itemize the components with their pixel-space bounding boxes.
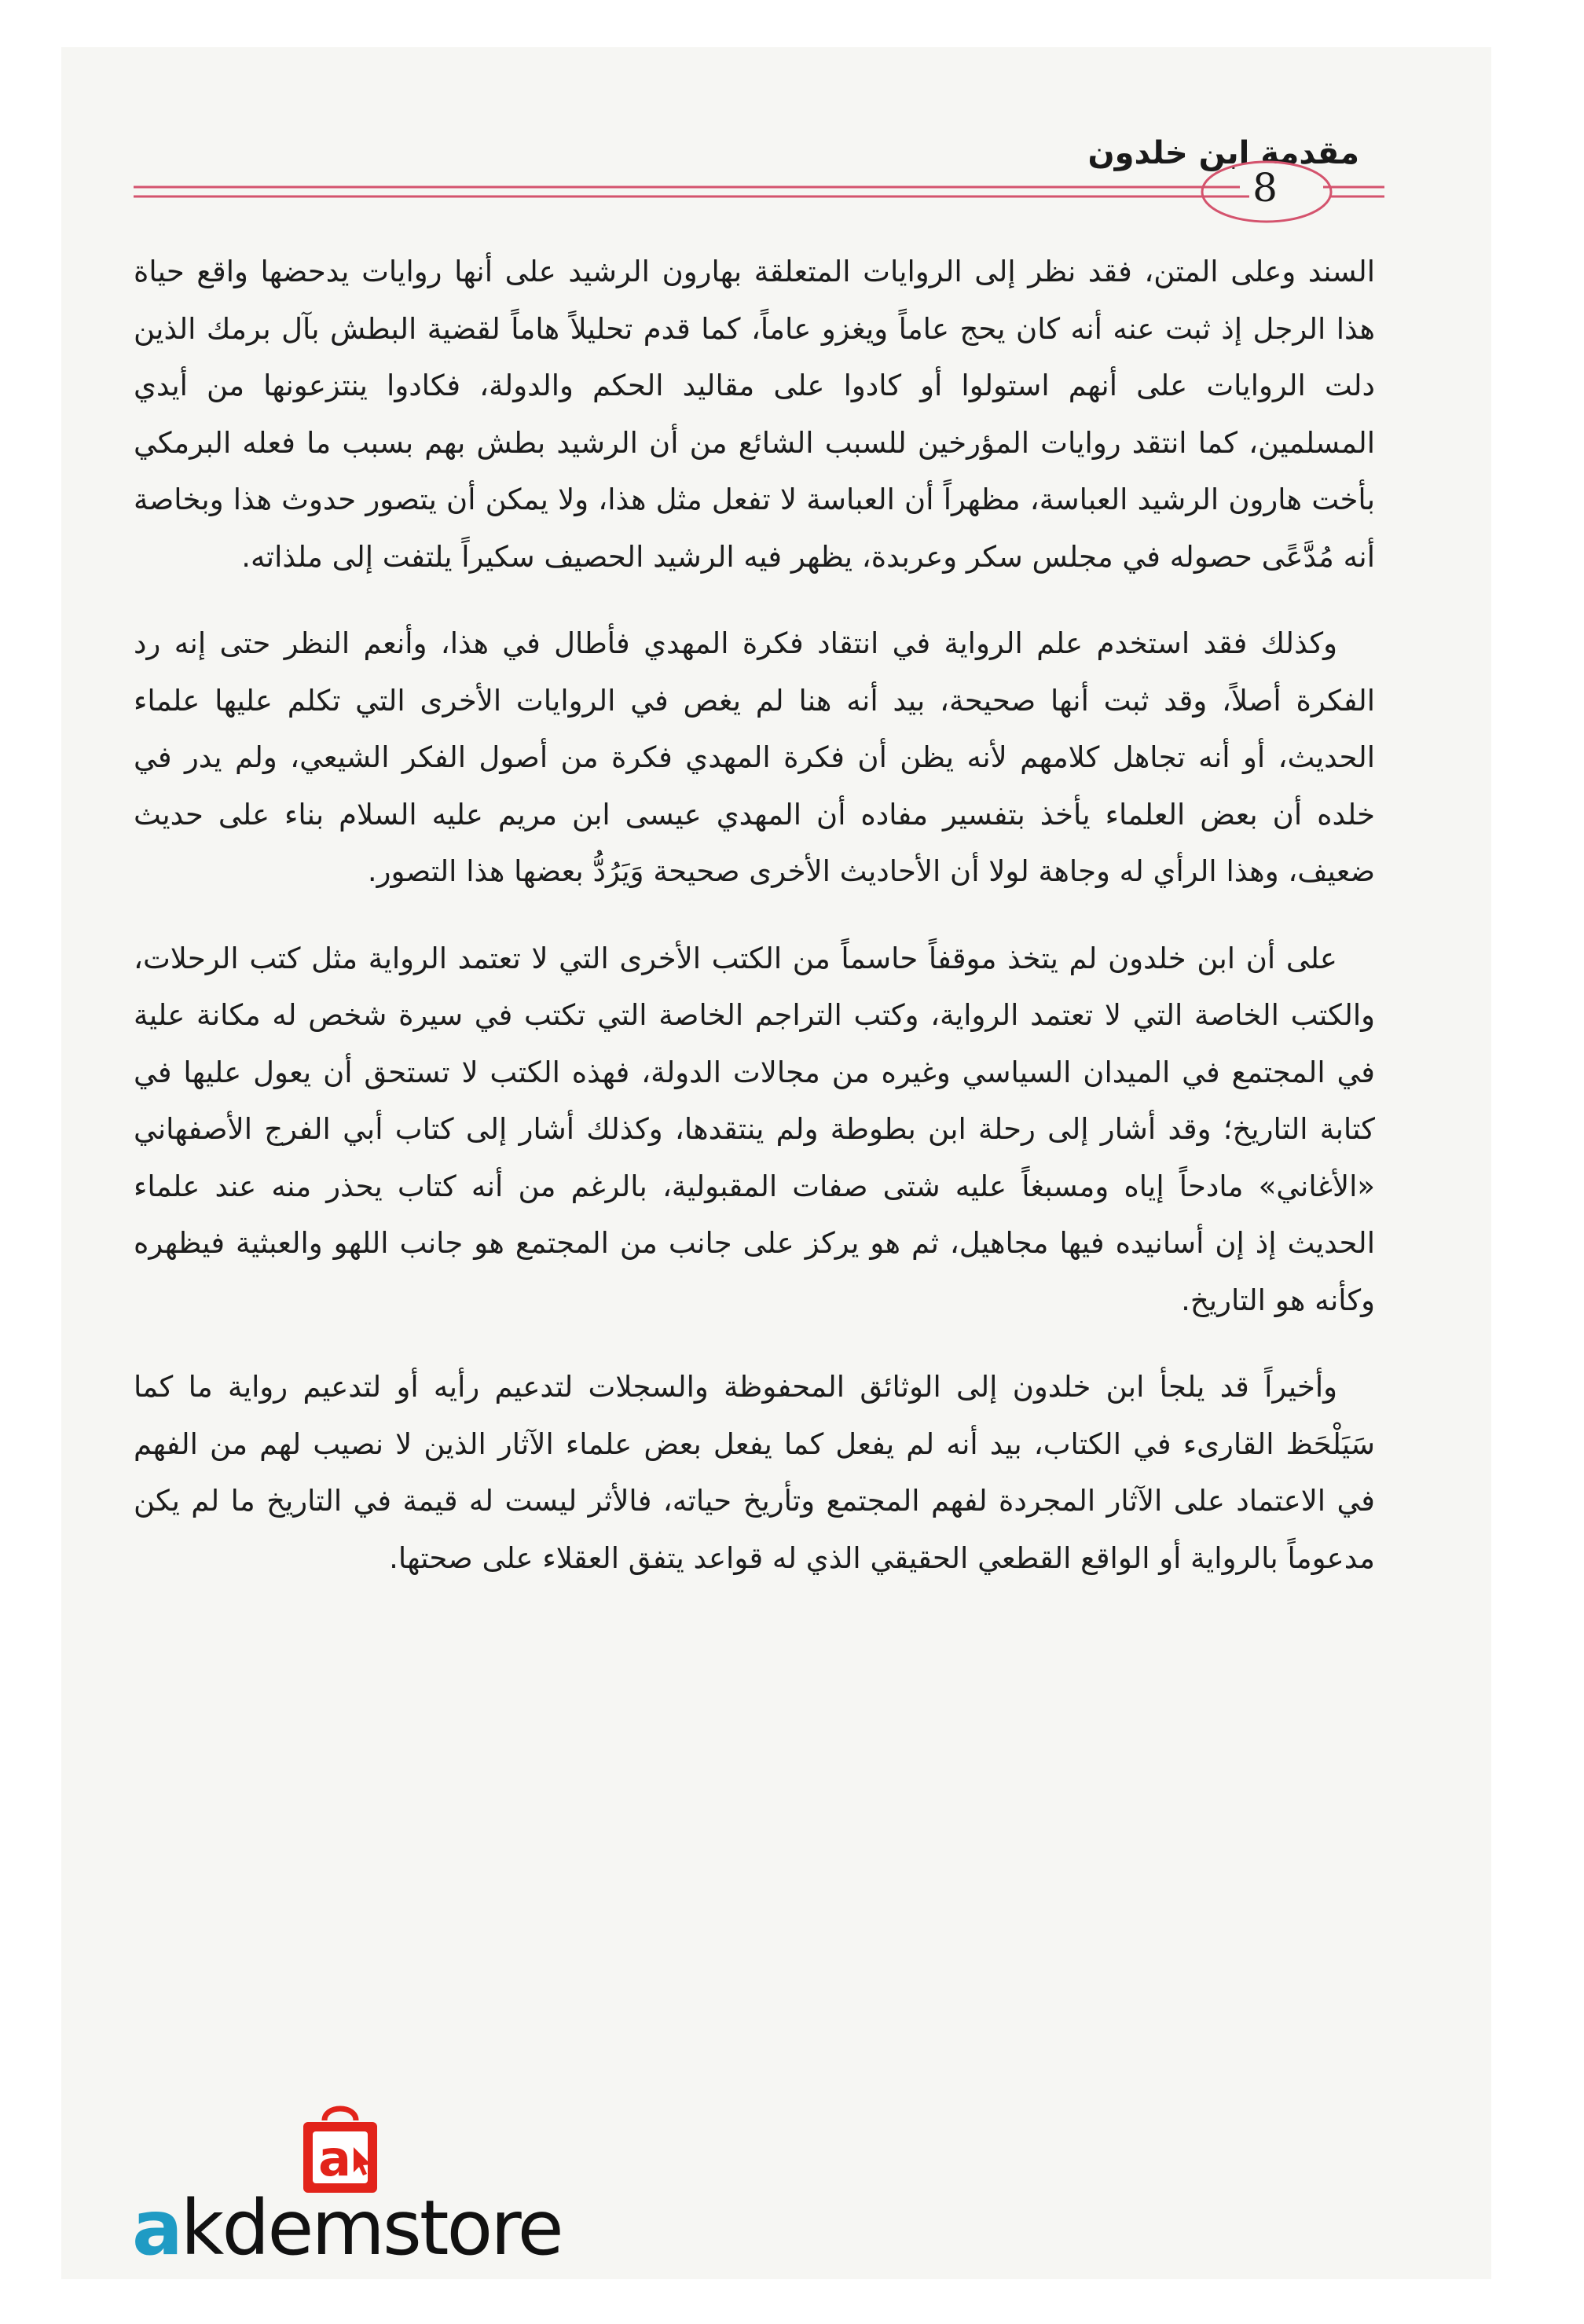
- book-title: مقدمة ابن خلدون: [1087, 135, 1359, 171]
- brand-wordmark: [132, 2185, 572, 2271]
- page-header: [0, 0, 1584, 236]
- header-rule: [0, 0, 1584, 236]
- page-number: 8: [1252, 165, 1278, 211]
- paragraph: وأخيراً قد يلجأ ابن خلدون إلى الوثائق المحفوظة والسجلات لتدعيم رأيه أو لتدعيم رواية ما كما سَيَلْحَظ القارىء في الكتاب، بيد أنه لم يفعل كما يفعل بعض علماء الآثار الذين لا نصيب لهم من الفهم في الاعتماد على الآثار المجردة لفهم المجتمع وتأريخ حياته، فالأثر ليست له قيمة في التاريخ ما لم يكن مدعوماً بالرواية أو الواقع القطعي الحقيقي الذي له قواعد يتفق العقلاء على صحتها.: [134, 1370, 1375, 1575]
- svg-text:a: a: [318, 2130, 351, 2187]
- paragraph: وكذلك فقد استخدم علم الرواية في انتقاد فكرة المهدي فأطال في هذا، وأنعم النظر حتى إنه رد الفكرة أصلاً، وقد ثبت أنها صحيحة، بيد أنه هنا لم يغص في الروايات الأخرى التي تكلم عليها علماء الحديث، أو أنه تجاهل كلامهم لأنه يظن أن فكرة المهدي فكرة من أصول الفكر الشيعي، ولم يدر في خلده أن بعض العلماء يأخذ بتفسير مفاده أن المهدي عيسى ابن مريم عليه السلام بناء على حديث ضعيف، وهذا الرأي له وجاهة لولا أن الأحاديث الأخرى صحيحة وَيَرُدُّ بعضها هذا التصور.: [134, 626, 1375, 888]
- paragraph: على أن ابن خلدون لم يتخذ موقفاً حاسماً من الكتب الأخرى التي لا تعتمد الرواية مثل كتب الرحلات، والكتب الخاصة التي لا تعتمد الرواية، وكتب التراجم الخاصة التي تكتب في سيرة شخص له مكانة علية في المجتمع في الميدان السياسي وغيره من مجالات الدولة، فهذه الكتب لا تستحق أن يعول عليها في كتابة التاريخ؛ وقد أشار إلى رحلة ابن بطوطة ولم ينتقدها، وكذلك أشار إلى كتاب أبي الفرج الأصفهاني «الأغاني» مادحاً إياه ومسبغاً عليه شتى صفات المقبولية، بالرغم من أنه كتاب يحذر منه عند علماء الحديث إذ إن أسانيده فيها مجاهيل، ثم هو يركز على جانب من المجتمع هو جانب اللهو والعبثية فيظهره وكأنه هو التاريخ.: [134, 941, 1375, 1317]
- store-watermark-logo: [132, 2098, 564, 2279]
- body-text: [134, 244, 1375, 1617]
- paragraph: السند وعلى المتن، فقد نظر إلى الروايات المتعلقة بهارون الرشيد على أنها روايات يدحضها واقع حياة هذا الرجل إذ ثبت عنه أنه كان يحج عاماً ويغزو عاماً، كما قدم تحليلاً هاماً لقضية البطش بآل برمك الذين دلت الروايات على أنهم استولوا أو كادوا على مقاليد الحكم والدولة، فكادوا ينتزعونها من أيدي المسلمين، كما انتقد روايات المؤرخين للسبب الشائع من أن الرشيد بطش بهم بسبب ما فعله البرمكي بأخت هارون الرشيد العباسة، مظهراً أن العباسة لا تفعل مثل هذا، ولا يمكن أن يتصور حدوث هذا وبخاصة أنه مُدَّعًى حصوله في مجلس سكر وعربدة، يظهر فيه الرشيد الحصيف سكيراً يلتفت إلى ملذاته.: [134, 255, 1375, 574]
- brand-name: kdemstore: [180, 2184, 562, 2272]
- brand-accent-letter: a: [132, 2184, 181, 2272]
